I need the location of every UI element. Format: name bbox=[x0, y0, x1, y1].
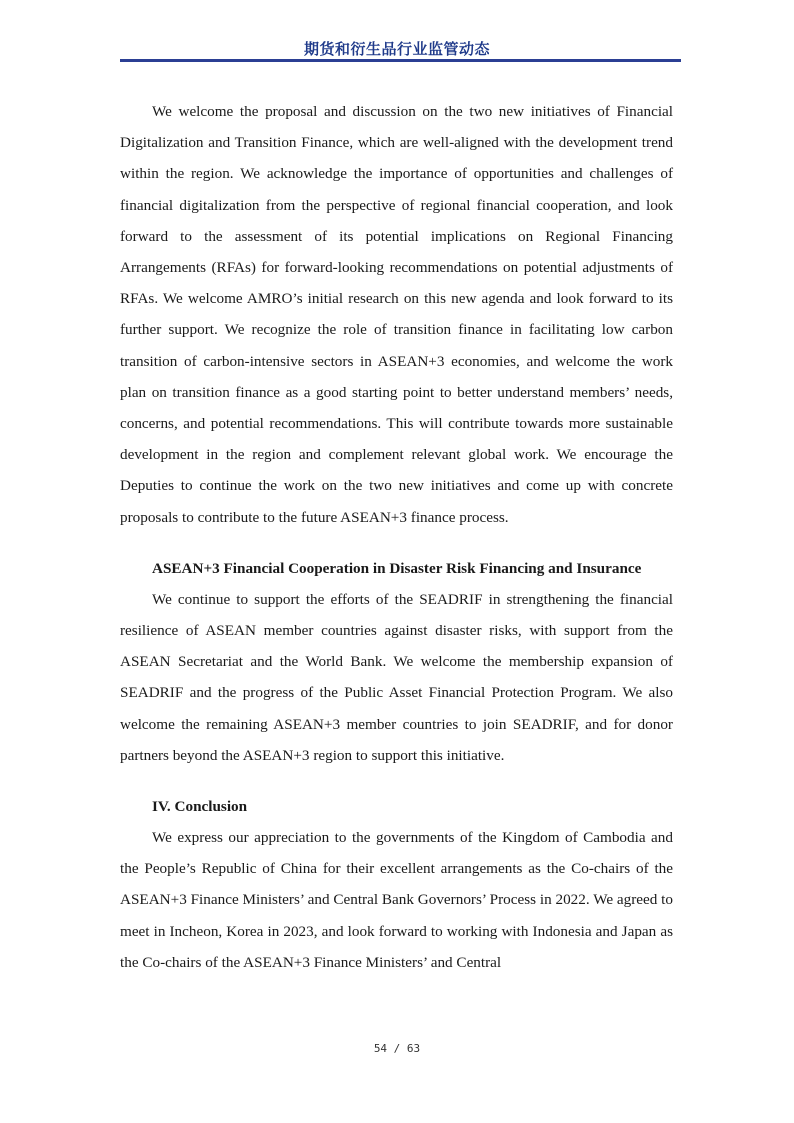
header-rule bbox=[120, 59, 681, 62]
document-body bbox=[120, 96, 673, 978]
header-title: 期货和衍生品行业监管动态 bbox=[303, 40, 490, 58]
section-heading-disaster-risk: ASEAN+3 Financial Cooperation in Disaster Risk Financing and Insurance bbox=[152, 559, 642, 577]
page-number: 54 / 63 bbox=[373, 1042, 421, 1055]
paragraph-seadrif: We continue to support the efforts of the SEADRIF in strengthening the financial resilience of ASEAN member countries against disaster risks, with support from the ASEAN Secretariat and the World Bank. We welcome the membership expansion of SEADRIF and the progress of the Public Asset Financial Protection Program. We also welcome the remaining ASEAN+3 member countries to join SEADRIF, and for donor partners beyond the ASEAN+3 region to support this initiative. bbox=[120, 590, 673, 764]
paragraph-digitalization-transition-finance: We welcome the proposal and discussion on the two new initiatives of Financial Digitalization and Transition Finance, which are well-aligned with the development trend within the region. We acknowledge the importance of opportunities and challenges of financial digitalization from the perspective of regional financial cooperation, and look forward to the assessment of its potential implications on Regional Financing Arrangements (RFAs) for forward-looking recommendations on potential adjustments of RFAs. We welcome AMRO’s initial research on this new agenda and look forward to its further support. We recognize the role of transition finance in facilitating low carbon transition of carbon-intensive sectors in ASEAN+3 economies, and welcome the work plan on transition finance as a good starting point to better understand members’ needs, concerns, and potential recommendations. This will contribute towards more sustainable development in the region and complement relevant global work. We encourage the Deputies to continue the work on the two new initiatives and come up with concrete proposals to contribute to the future ASEAN+3 finance process. bbox=[120, 103, 673, 526]
paragraph-conclusion: We express our appreciation to the governments of the Kingdom of Cambodia and the People’s Republic of China for their excellent arrangements as the Co-chairs of the ASEAN+3 Finance Ministers’ and Central Bank Governors’ Process in 2022. We agreed to meet in Incheon, Korea in 2023, and look forward to working with Indonesia and Japan as the Co-chairs of the ASEAN+3 Finance Ministers’ and Central bbox=[120, 829, 673, 971]
section-heading-conclusion: IV. Conclusion bbox=[152, 798, 248, 816]
